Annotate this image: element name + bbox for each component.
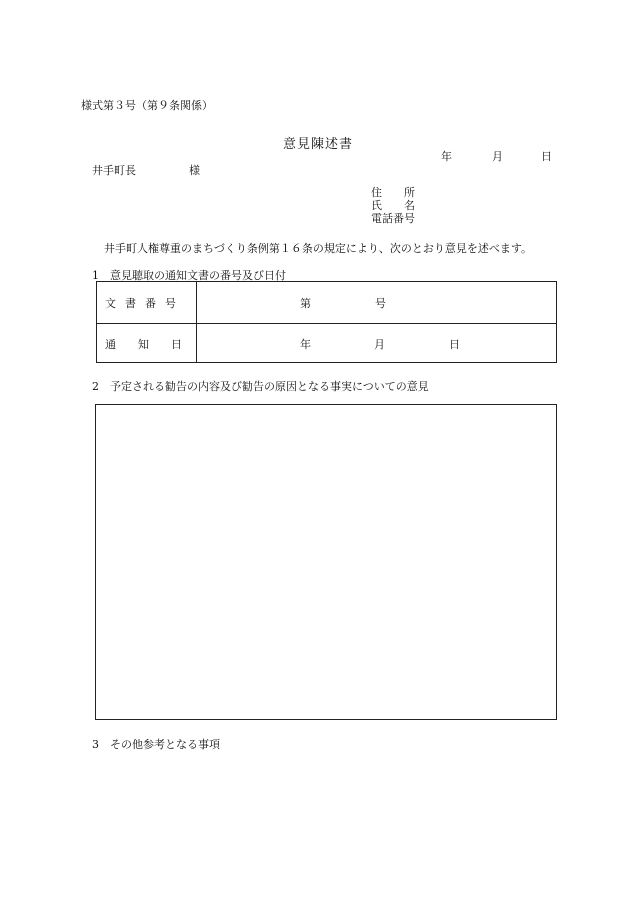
section2-heading: 2 予定される勧告の内容及び勧告の原因となる事実についての意見 [92, 380, 429, 393]
notice-table [96, 281, 557, 363]
addressee: 井手町長 [92, 164, 136, 177]
applicant-block [371, 186, 415, 225]
form-number: 様式第３号（第９条関係） [81, 99, 213, 112]
address-label: 住 所 [371, 186, 415, 199]
body-statement: 井手町人権尊重のまちづくり条例第１６条の規定により、次のとおり意見を述べます。 [104, 242, 533, 255]
name-label: 氏 名 [371, 199, 415, 212]
honorific: 様 [189, 164, 200, 177]
notice-date-label-3: 日 [171, 338, 182, 351]
notice-date-label-2: 知 [138, 338, 149, 351]
document-number-prefix: 第 [300, 297, 311, 310]
opinion-field[interactable] [95, 404, 557, 720]
notice-date-label-1: 通 [105, 338, 116, 351]
notice-month-label: 月 [374, 338, 385, 351]
notice-day-label: 日 [449, 338, 460, 351]
date-day-label: 日 [541, 150, 552, 163]
notice-date-label [105, 336, 182, 352]
document-number-label: 文書番号 [105, 297, 185, 310]
date-year-label: 年 [441, 150, 452, 163]
section1-heading: 1 意見聴取の通知文書の番号及び日付 [92, 269, 286, 282]
table-column-divider [196, 282, 197, 362]
document-number-suffix: 号 [375, 297, 386, 310]
notice-year-label: 年 [300, 338, 311, 351]
phone-label: 電話番号 [371, 212, 415, 225]
table-row-divider [97, 323, 556, 324]
section3-heading: 3 その他参考となる事項 [92, 738, 220, 751]
date-month-label: 月 [492, 150, 503, 163]
document-title: 意見陳述書 [283, 137, 354, 152]
